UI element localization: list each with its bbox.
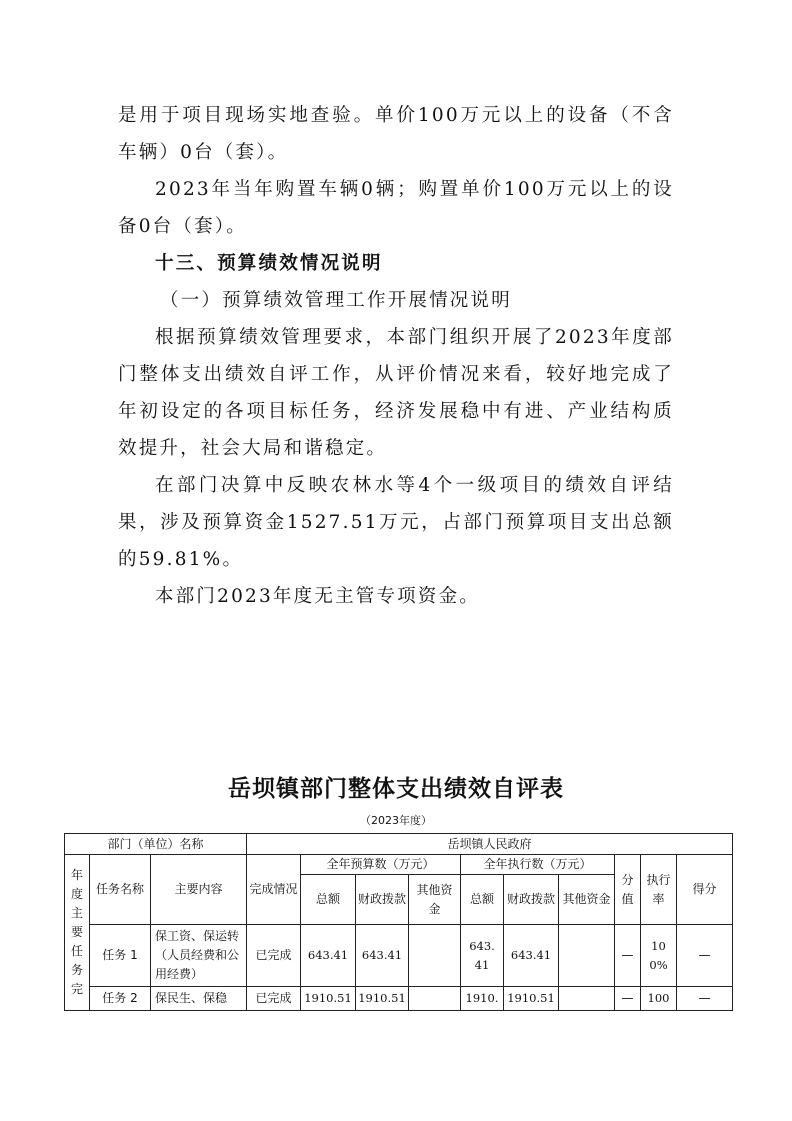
- exec-other: [559, 925, 615, 987]
- table-title: 岳坝镇部门整体支出绩效自评表: [228, 776, 564, 802]
- header-score: 得分: [677, 855, 733, 925]
- sub-heading: （一）预算绩效管理工作开展情况说明: [160, 290, 512, 311]
- dept-label: 部门（单位）名称: [65, 834, 247, 855]
- continuation-paragraph: 是用于项目现场实地查验。单价100万元以上的设备（不含车辆）0台（套）。: [118, 105, 674, 163]
- header-task-name: 任务名称: [90, 855, 151, 925]
- score-value: —: [615, 987, 641, 1011]
- task-name: 任务 1: [90, 925, 151, 987]
- special-fund-paragraph: 本部门2023年度无主管专项资金。: [155, 586, 480, 607]
- exec-fiscal: 643.41: [504, 925, 559, 987]
- header-budget-group: 全年预算数（万元）: [301, 855, 461, 875]
- header-budget-total: 总额: [301, 875, 356, 925]
- header-content: 主要内容: [151, 855, 247, 925]
- section-heading: 十三、预算绩效情况说明: [155, 253, 383, 274]
- budget-other: [409, 925, 461, 987]
- task-name: 任务 2: [90, 987, 151, 1011]
- task-content: 保民生、保稳: [151, 987, 247, 1011]
- budget-other: [409, 987, 461, 1011]
- header-exec-fiscal: 财政拨款: [504, 875, 559, 925]
- table-year: （2023年度）: [360, 814, 432, 827]
- task-content: 保工资、保运转（人员经费和公用经费）: [151, 925, 247, 987]
- header-budget-fiscal: 财政拨款: [356, 875, 409, 925]
- score-value: —: [615, 925, 641, 987]
- budget-total: 643.41: [301, 925, 356, 987]
- vehicle-purchase-paragraph: 2023年当年购置车辆0辆；购置单价100万元以上的设备0台（套）。: [118, 179, 674, 237]
- project-result-paragraph: 在部门决算中反映农林水等4个一级项目的绩效自评结果，涉及预算资金1527.51万元，占部门预算项目支出总额的59.81%。: [118, 475, 674, 570]
- exec-total: 1910.: [461, 987, 504, 1011]
- dept-value: 岳坝镇人民政府: [247, 834, 733, 855]
- score: —: [677, 987, 733, 1011]
- header-exec-total: 总额: [461, 875, 504, 925]
- dept-row: [65, 834, 733, 855]
- budget-fiscal: 1910.51: [356, 987, 409, 1011]
- table-row: [65, 925, 733, 987]
- table-row: [65, 987, 733, 1011]
- header-exec-rate: 执行率: [641, 855, 677, 925]
- header-exec-group: 全年执行数（万元）: [461, 855, 615, 875]
- header-exec-other: 其他资金: [559, 875, 615, 925]
- budget-total: 1910.51: [301, 987, 356, 1011]
- header-score-value: 分值: [615, 855, 641, 925]
- exec-other: [559, 987, 615, 1011]
- exec-total: 643.41: [461, 925, 504, 987]
- exec-rate: 100%: [641, 925, 677, 987]
- header-budget-other: 其他资金: [409, 875, 461, 925]
- budget-fiscal: 643.41: [356, 925, 409, 987]
- exec-rate: 100: [641, 987, 677, 1011]
- header-row-1: [65, 855, 733, 875]
- exec-fiscal: 1910.51: [504, 987, 559, 1011]
- score: —: [677, 925, 733, 987]
- task-status: 已完成: [247, 987, 301, 1011]
- side-label: 年度主要任务完: [65, 855, 90, 1011]
- evaluation-table: [64, 833, 733, 1011]
- task-status: 已完成: [247, 925, 301, 987]
- performance-paragraph: 根据预算绩效管理要求，本部门组织开展了2023年度部门整体支出绩效自评工作，从评价情况来看，较好地完成了年初设定的各项目标任务，经济发展稳中有进、产业结构质效提升，社会大局和谐稳定。: [118, 327, 674, 459]
- header-status: 完成情况: [247, 855, 301, 925]
